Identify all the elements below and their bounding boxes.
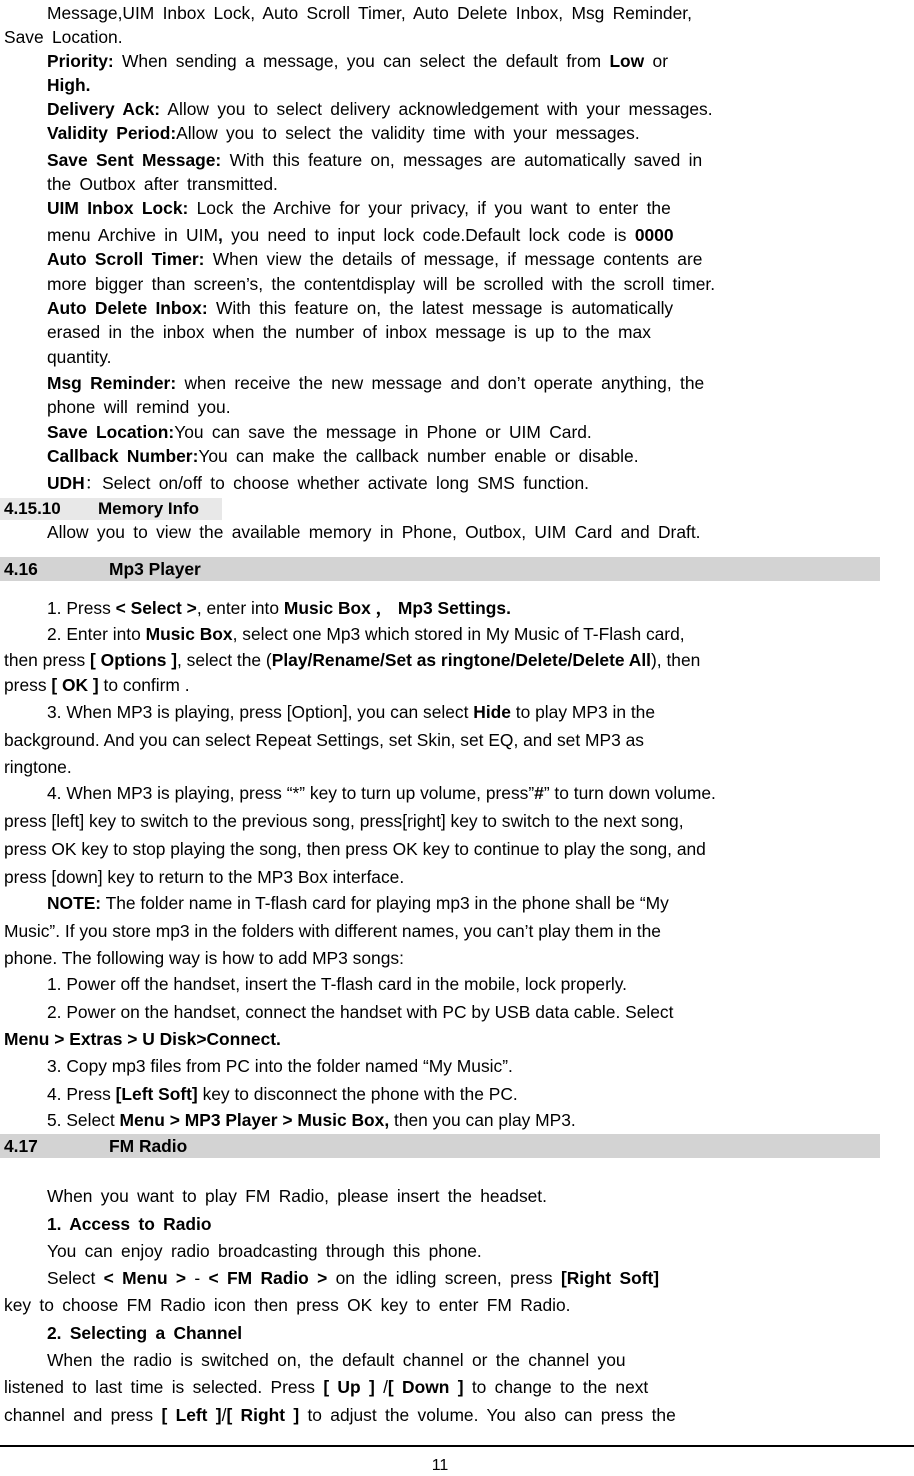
text-line — [47, 1240, 482, 1262]
text: 4. Press — [47, 1084, 116, 1104]
text: Select — [47, 1268, 104, 1288]
term: Save Location: — [47, 422, 175, 442]
term: [ Up ] — [323, 1377, 375, 1397]
text-line — [4, 1028, 281, 1050]
text-line — [4, 1376, 648, 1398]
text-line — [4, 729, 644, 751]
text: , enter into — [196, 598, 284, 618]
term: Callback Number: — [47, 446, 199, 466]
text: Allow you to select delivery acknowledgement with your messages. — [160, 99, 713, 119]
term: Set as ringtone — [384, 650, 511, 670]
text-line — [47, 1055, 513, 1077]
text: With this feature on, messages are automatically saved in — [221, 150, 703, 170]
text: then you can play MP3. — [389, 1110, 576, 1130]
term: UDH — [47, 473, 85, 493]
term: High. — [47, 75, 91, 95]
text-line — [47, 1185, 547, 1207]
term: Auto Scroll Timer: — [47, 249, 205, 269]
term: Delivery Ack: — [47, 99, 161, 119]
text: When sending a message, you can select the default from — [113, 51, 610, 71]
text: to change to the next — [463, 1377, 649, 1397]
text: 5. Select — [47, 1110, 120, 1130]
text: You can save the message in Phone or UIM Card. — [174, 422, 592, 442]
text: Allow you to view the available memory in Phone, Outbox, UIM Card and Draft. — [47, 522, 701, 542]
auto-scroll-line — [47, 248, 702, 270]
term: < FM Radio > — [208, 1268, 328, 1288]
text: to adjust the volume. You also can press the — [299, 1405, 676, 1425]
text: quantity. — [47, 347, 112, 367]
term: # — [534, 783, 544, 803]
text: menu Archive in UIM — [47, 225, 218, 245]
text: Lock the Archive for your privacy, if you want to enter the — [188, 198, 671, 218]
text-line — [47, 346, 111, 368]
text: ” to turn down volume. — [543, 783, 716, 803]
text-line — [4, 756, 72, 778]
term: < Menu > — [103, 1268, 187, 1288]
term: , — [217, 225, 223, 245]
text-line — [47, 224, 674, 246]
text: Allow you to select the validity time with your messages. — [176, 123, 640, 143]
save-sent-line — [47, 149, 702, 171]
term: [ Options ] — [90, 650, 177, 670]
text: 3. Copy mp3 files from PC into the folder named “My Music”. — [47, 1056, 513, 1076]
validity-line — [47, 122, 640, 144]
text: press — [4, 675, 52, 695]
section-number: 4.17 — [4, 1136, 38, 1156]
text: , select the ( — [176, 650, 272, 670]
term: / — [380, 650, 385, 670]
term: 2. Selecting a Channel — [47, 1323, 243, 1343]
term: [ Right ] — [226, 1405, 300, 1425]
text-line — [47, 1349, 626, 1371]
section-number: 4.15.10 — [4, 499, 61, 518]
text: Message,UIM Inbox Lock, Auto Scroll Timer, Auto Delete Inbox, Msg Reminder, — [47, 3, 692, 23]
text: ringtone. — [4, 757, 72, 777]
text-line — [47, 273, 715, 295]
text-line — [47, 782, 716, 804]
term: Hide — [473, 702, 511, 722]
text: You can enjoy radio broadcasting through this phone. — [47, 1241, 482, 1261]
text: 2. Enter into — [47, 624, 146, 644]
text: phone. The following way is how to add MP3 songs: — [4, 948, 404, 968]
text-line — [4, 866, 404, 888]
text: 2. Power on the handset, connect the handset with PC by USB data cable. Select — [47, 1002, 674, 1022]
text: more bigger than screen’s, the contentdisplay will be scrolled with the scroll timer. — [47, 274, 716, 294]
section-title: Memory Info — [98, 499, 200, 518]
text-line — [47, 396, 231, 418]
text: to play MP3 in the — [510, 702, 656, 722]
text: channel and press — [4, 1405, 162, 1425]
term: UIM Inbox Lock: — [47, 198, 189, 218]
subheading-channel — [47, 1322, 242, 1344]
text-line — [4, 649, 700, 671]
term: / — [510, 650, 516, 670]
section-heading-fm-radio — [0, 1134, 880, 1158]
term: / — [307, 650, 313, 670]
term: [ OK ] — [51, 675, 99, 695]
text: you need to input lock code.Default lock code is — [222, 225, 635, 245]
text-line — [4, 1404, 676, 1426]
term: [Left Soft] — [115, 1084, 198, 1104]
text: 4. When MP3 is playing, press “*” key to turn up volume, press” — [47, 783, 535, 803]
text-line — [47, 1001, 673, 1023]
text-line — [47, 74, 90, 96]
section-title: Mp3 Player — [109, 559, 201, 579]
udh-line — [47, 472, 589, 494]
term: / — [567, 650, 573, 670]
text: key to choose FM Radio icon then press OK key to enter FM Radio. — [4, 1295, 571, 1315]
term: [Right Soft] — [560, 1268, 660, 1288]
text: / — [221, 1405, 227, 1425]
delivery-ack-line — [47, 98, 713, 120]
term: Delete — [515, 650, 568, 670]
text: phone will remind you. — [47, 397, 231, 417]
text-line — [4, 674, 190, 696]
text: / — [374, 1377, 388, 1397]
text-line — [47, 701, 655, 723]
text: 1. Power off the handset, insert the T-flash card in the mobile, lock properly. — [47, 974, 627, 994]
section-heading-mp3-player — [0, 557, 880, 581]
save-location-line — [47, 421, 592, 443]
term: Menu > Extras > U Disk>Connect. — [4, 1029, 281, 1049]
term: Low — [609, 51, 645, 71]
term: Music Box — [145, 624, 233, 644]
text: background. And you can select Repeat Settings, set Skin, set EQ, and set MP3 as — [4, 730, 644, 750]
term: < Select > — [115, 598, 197, 618]
text-line — [47, 1267, 659, 1289]
term: Menu > MP3 Player > Music Box, — [119, 1110, 390, 1130]
text-line — [47, 321, 651, 343]
term: 0000 — [634, 225, 674, 245]
footer-divider — [0, 1445, 914, 1447]
text: , select one Mp3 which stored in My Music of T-Flash card, — [232, 624, 685, 644]
priority-line — [47, 50, 668, 72]
note-line — [47, 892, 669, 914]
auto-delete-line — [47, 297, 673, 319]
term: [ Left ] — [161, 1405, 222, 1425]
text: You can make the callback number enable or disable. — [198, 446, 639, 466]
text-line — [4, 920, 661, 942]
section-title: FM Radio — [109, 1136, 188, 1156]
text: key to disconnect the phone with the PC. — [197, 1084, 518, 1104]
text: Save Location. — [4, 27, 123, 47]
text-line — [47, 973, 627, 995]
section-heading-memory-info — [0, 498, 222, 520]
text: press OK key to stop playing the song, then press OK key to continue to play the song, and — [4, 839, 706, 859]
text-line — [47, 1083, 518, 1105]
term: Delete All — [572, 650, 651, 670]
text: when receive the new message and don’t operate anything, the — [176, 373, 705, 393]
text: 3. When MP3 is playing, press [Option], you can select — [47, 702, 474, 722]
term: Play — [271, 650, 308, 670]
text: When the radio is switched on, the default channel or the channel you — [47, 1350, 626, 1370]
text: With this feature on, the latest message is automatically — [207, 298, 674, 318]
subheading-access — [47, 1213, 212, 1235]
term: Priority: — [47, 51, 114, 71]
term: NOTE: — [47, 893, 102, 913]
text-line — [47, 1109, 576, 1131]
text-line — [4, 1294, 571, 1316]
text: ：Select on/off to choose whether activate long SMS function. — [84, 473, 589, 493]
text: then press — [4, 650, 91, 670]
text: When you want to play FM Radio, please insert the headset. — [47, 1186, 547, 1206]
term: Auto Delete Inbox: — [47, 298, 208, 318]
text-line — [47, 597, 511, 619]
text-line — [47, 623, 685, 645]
text: listened to last time is selected. Press — [4, 1377, 324, 1397]
text: press [down] key to return to the MP3 Box interface. — [4, 867, 405, 887]
text-line — [4, 810, 684, 832]
text: 1. Press — [47, 598, 116, 618]
msg-reminder-line — [47, 372, 704, 394]
term: 1. Access to Radio — [47, 1214, 212, 1234]
text-line — [4, 838, 706, 860]
text: the Outbox after transmitted. — [47, 174, 278, 194]
text-line — [47, 521, 701, 543]
term: Save Sent Message: — [47, 150, 222, 170]
text: press [left] key to switch to the previous song, press[right] key to switch to the next song, — [4, 811, 684, 831]
section-number: 4.16 — [4, 559, 38, 579]
text: on the idling screen, press — [327, 1268, 561, 1288]
text-line — [47, 173, 278, 195]
text-line — [4, 26, 123, 48]
text-line — [47, 2, 692, 24]
text: erased in the inbox when the number of inbox message is up to the max — [47, 322, 651, 342]
text-line — [4, 947, 404, 969]
term: Rename — [312, 650, 381, 670]
callback-line — [47, 445, 639, 467]
page-number: 11 — [431, 1457, 449, 1474]
term: [ Down ] — [387, 1377, 464, 1397]
term: Validity Period: — [47, 123, 177, 143]
term: Msg Reminder: — [47, 373, 177, 393]
text: Music”. If you store mp3 in the folders with different names, you can’t play them in the — [4, 921, 661, 941]
term: Music Box ， Mp3 Settings. — [283, 598, 511, 618]
text: or — [644, 51, 669, 71]
text: The folder name in T-flash card for playing mp3 in the phone shall be “My — [101, 893, 669, 913]
text: When view the details of message, if message contents are — [204, 249, 703, 269]
text: to confirm . — [98, 675, 190, 695]
uim-lock-line — [47, 197, 671, 219]
text: - — [186, 1268, 209, 1288]
text: ), then — [650, 650, 701, 670]
